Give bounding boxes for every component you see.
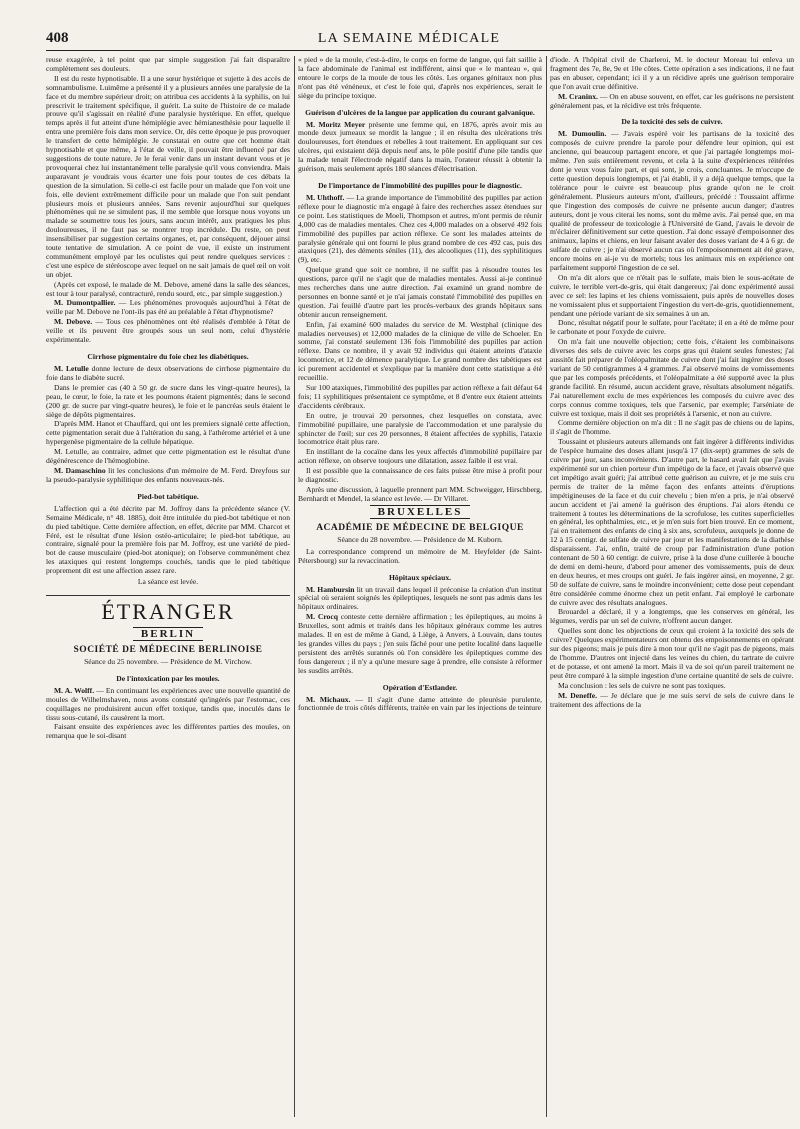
section-heading: De l'intoxication par les moules. — [116, 673, 220, 683]
paragraph: Comme dernière objection on m'a dit : Il ne s'agit pas de chiens ou de lapins, il s'agit de l'homme. — [550, 418, 794, 437]
speaker-name: M. Dumontpallier. — [54, 298, 116, 308]
paragraph — [46, 299, 290, 317]
paragraph: M. Letulle, au contraire, admet que cette pigmentation est le résultat d'une dégénérescence de l'hémoglobine. — [46, 447, 290, 466]
city-heading — [46, 628, 290, 641]
section-heading: Pied-bot tabétique. — [137, 491, 199, 501]
paragraph: Il est possible que la connaissance de ces faits puisse être mise à profit pour le diagnostic. — [298, 466, 542, 485]
paragraph: La correspondance comprend un mémoire de M. Heyfelder (de Saint-Pétersbourg) sur la revaccination. — [298, 546, 542, 565]
city-name: BRUXELLES — [370, 505, 471, 519]
section-heading: Opération d'Estlander. — [382, 682, 458, 692]
speech-text: conteste cette dernière affirmation ; les épileptiques, au moins à Bruxelles, sont admis et traités dans les hôpitaux généraux comme les autres malades. Il en est de même à Gand, à Liège, à Anvers, à Louvain, dans toutes les grandes villes du pays ; j'en suis fâché pour une petite localité dans laquelle persistent des arrêtés surannés où l'on considère les épileptiques comme des fous dangereux ; il n'y a qu'une mesure sage à prendre, elle consiste à réformer les susdits arrêtés. — [298, 612, 543, 675]
paragraph — [46, 467, 290, 485]
paragraph: Toussaint et plusieurs auteurs allemands ont fait ingérer à différents individus de l'espèce humaine des doses allant jusqu'à 17 (dix-sept) grammes de sels de cuivre par jour, sans inconvénients. D'autre part, le hasard avait fait que j'avais expérimenté sur un chien porteur d'un impétigo de la face, et j'avais observé que cet impétigo avait guéri; j'ai attribué cette guérison au cuivre, et je me suis cru permis de traiter de la même façon des enfants atteints d'éruptions impétigineuses de la face et du cuir chevelu ; bien m'en a pris, je n'ai observé aucun accident et j'ai amené la guérison des éruptions. J'ai alors étendu ce traitement à toutes les déterminations de la scrofulose, les cutites superficielles en général, les ophthalmies, etc., et je m'en suis fort bien trouvé. En ce moment, j'ai en traitement des enfants de cinq à six ans, scrofuleux, auxquels je donne de 12 à 15 centigr. de sulfate de cuivre par jour et les manifestations de la diathèse disparaissent. J'ai, enfin, traité de croup par l'administration d'une potion contenant de 50 à 60 centigr. de cuivre, prise à la dose d'une cuillerée à bouche de demi en demi-heure, d'abord pour amener des vomissements, puis de deux en deux heures, et mes croups ont guéri. Je fais ingérer ainsi, en moyenne, 2 gr. 50 de sulfate de cuivre, sans le moindre inconvénient; cette dose peut cependant être considérée comme énorme chez un petit enfant. J'ai employé le carbonate de cuivre avec des résultats analogues. — [550, 437, 794, 607]
paragraph: Après une discussion, à laquelle prennent part MM. Schweigger, Hirschberg, Bernhardt et Mendel, la séance est levée. — Dr Villaret. — [298, 484, 542, 503]
journal-title: LA SEMAINE MÉDICALE — [317, 31, 501, 46]
section-heading: Guérison d'ulcères de la langue par application du courant galvanique. — [305, 107, 535, 117]
speaker-name: M. Hambursin — [306, 584, 355, 594]
paragraph — [46, 687, 290, 723]
speech-text: lit les conclusions d'un mémoire de M. Ferd. Dreyfous sur la pseudo-paralysie syphilitique des enfants nouveaux-nés. — [46, 465, 291, 484]
column-2 — [298, 56, 547, 1117]
speaker-name: M. Dumoulin. — [558, 129, 607, 139]
paragraph: On m'a fait une nouvelle objection; cette fois, c'étaient les combinaisons diverses des sels de cuivre avec les corps gras qui étaient seules funestes; j'ai aussitôt fait préparer de l'oléopalmitate de cuivre dont j'ai fait ingérer des doses variant de 50 centigrammes à 4 grammes. J'ai observé moins de vomissements que par les composés précédents, et l'oléopalmitate a été supporté avec la plus grande facilité. En résumé, aucun accident grave, résultats absolument négatifs. J'ai naturellement exclu de mes expériences les composés du cuivre avec des corps connus comme toxiques, tels que l'arsenic, par exemple; l'arséniate de cuivre est toxique, mais il doit ses propriétés à l'arsenic, et non au cuivre. — [550, 337, 794, 418]
speech-text: — La grande importance de l'immobilité des pupilles par action réflexe pour le diagnostic m'a engagé à faire des recherches assez étendues sur ce point. Les statistiques de Moeli, Thompson et autres, m'ont permis de réunir 4,000 cas de maladies mentales. Chez ces 4,000 malades on a observé 492 fois l'immobilité des pupilles par action réflexe. Ce sont les malades atteints de paralysie générale qui ont fourni le plus grand nombre de ces 492 cas, puis des ataxiques (21), des déments séniles (11), des alcooliques (11), des syphilitiques (9), etc. — [298, 192, 543, 265]
paragraph — [298, 696, 542, 714]
section-heading: Hôpitaux spéciaux. — [388, 572, 452, 582]
paragraph: Donc, résultat négatif pour le sulfate, pour l'acétate; il en a été de même pour le carbonate et pour l'oxyde de cuivre. — [550, 318, 794, 337]
paragraph: On m'a dit alors que ce n'était pas le sulfate, mais bien le sous-acétate de cuivre, le terrible vert-de-gris, qui était dangereux; j'ai donc expérimenté aussi avec ce sel: les lapins et les chiens vomissaient, puis après de nouvelles doses ne vomissaient plus et supportaient l'ingestion du vert-de-gris, quotidiennement, pendant une période variant de six semaines à un an. — [550, 272, 794, 318]
paragraph: Sur 100 ataxiques, l'immobilité des pupilles par action réflexe a fait défaut 64 fois; 11 syphilitiques présentaient ce symptôme, et 8 d'entre eux étaient atteints d'accidents cérébraux. — [298, 383, 542, 410]
speaker-name: M. Crocq — [306, 612, 338, 622]
paragraph: Brouardel a déclaré, il y a longtemps, que les conserves en général, les légumes, verdis par un sel de cuivre, n'offrent aucun danger. — [550, 607, 794, 626]
speech-text: — On en abuse souvent, en effet, car les guérisons ne persistent généralement pas, et la récidive est très fréquente. — [550, 91, 794, 110]
paragraph — [550, 692, 794, 710]
session-line: Séance du 25 novembre. — Présidence de M. Virchow. — [84, 656, 252, 666]
paragraph: Il est du reste hypnotisable. Il a une sœur hystérique et sujette à des accès de somnambulisme. Luimême a présenté il y a plusieurs années une paralysie de la face et du membre supérieur droit; on attribua ces accidents à la syphilis, on lui prescrivit le traitement spécifique, il guérit. La suite de l'histoire de ce malade prouve qu'il s'agissait en réalité d'une paralysie hystérique. En effet, quelque temps après il fut atteint d'une hémiplégie avec hémianesthésie pour laquelle il entra une première fois dans mon service. Or, dès cette époque je pus provoquer le transfert de cette hémiplégie. Je constatai en outre que cet homme était hypnotisable et que même, à l'état de veille, il pouvait être influencé par des suggestions de toute nature. Je le ferai venir dans un instant devant vous et je provoquerai chez lui instantanément telle paralysie qu'il vous conviendra. Mais auparavant je voudrais vous écarter une fois pour toutes de ces débats la question de la simulation. Si celle-ci est facile pour un malade que l'on voit une fois, elle devient extrêmement difficile pour un malade que l'on suit pendant plusieurs mois et plusieurs années. Sans revenir aujourd'hui sur quelques phénomènes qui ne se simulent pas, il me semble que lorsque nous voyons un malade se soumettre tous les jours, sans aucun intérêt, aux pratiques les plus douloureuses, il ne faut pas se montrer trop incrédule. Du reste, on peut insensibiliser par suggestion certains organes, et, par conséquent, déjouer ainsi toute tentative de simulation. A ce point de vue, il existe un instrument communément employé par les oculistes qui peut rendre quelques services : c'est une espèce de stéréoscope avec lequel on ne sait jamais de quel œil on voit un objet. — [46, 73, 290, 279]
paragraph: reuse exagérée, à tel point que par simple suggestion j'ai fait disparaître complètement ses douleurs. — [46, 56, 290, 73]
speaker-name: M. Michaux. — [306, 694, 351, 704]
speaker-name: M. Debove. — [54, 317, 93, 327]
paragraph: Enfin, j'ai examiné 600 malades du service de M. Westphal (clinique des maladies nerveuses) et 12,000 malades de la clinique de ville de Schoeler. En somme, j'ai constaté seulement 136 fois l'immobilité des pupilles par action réflexe. Dans ce nombre, il y avait 92 individus qui étaient atteints d'ataxie locomotrice, et 12 de démence paralytique. Le grand nombre des tabétiques est ici purement accidentel et s'explique par la manière dont cette statistique a été recueillie. — [298, 319, 542, 383]
speaker-name: M. Moritz Meyer — [306, 119, 366, 129]
paragraph: Quelque grand que soit ce nombre, il ne suffit pas à résoudre toutes les questions, parce qu'il ne s'agit que de maladies mentales. Aussi ai-je continué mes recherches dans une autre direction. J'ai examiné un grand nombre de personnes en bonne santé et je n'ai jamais constaté l'immobilité des pupilles en question. J'ai feuillé d'autre part les procès-verbaux des grands hôpitaux sans obtenir aucun renseignement. — [298, 265, 542, 319]
speech-text: lit un travail dans lequel il préconise la création d'un institut spécial où seraient soignés les épileptiques, lesquels ne sont pas admis dans les hôpitaux ordinaires. — [298, 584, 542, 612]
paragraph — [298, 194, 542, 265]
speaker-name: M. Craninx. — [558, 91, 598, 101]
paragraph: L'affection qui a été décrite par M. Joffroy dans la précédente séance (V. Semaine Médicale, n° 48. 1885), doit être intitulée du pied-bot tabétique et non du pied tabétique. Cette dernière affection, en effet, décrite par MM. Charcot et Féré, est le résultat d'une lésion ostéo-articulaire; le pied-bot tabétique, au contraire, signalé pour la première fois par M. Joffroy, est une variété de pied-bot de cause musculaire (pied-bot atonique); on l'observe communément chez les ataxiques qui restent longtemps couchés, tandis que le pied tabétique proprement dit est une affection assez rare. — [46, 503, 290, 576]
speech-text: — En continuant les expériences avec une nouvelle quantité de moules de Wilhelmshaven, nous avons constaté qu'ingérés par l'estomac, ces coquillages ne produisirent aucun effet toxique, tandis que, inoculés dans le tissu sous-cutané, ils causèrent la mort. — [46, 685, 290, 722]
society-name: SOCIÉTÉ DE MÉDECINE BERLINOISE — [73, 644, 263, 655]
speaker-name: M. Letulle — [54, 364, 89, 373]
paragraph: En outre, je trouvai 20 personnes, chez lesquelles on constata, avec l'immobilité pupillaire, une paralysie de l'accommodation et une paralysie du sphincter de l'œil; sur ces 20 personnes, 8 étaient affectées de syphilis, l'ataxie locomotrice était plus rare. — [298, 410, 542, 447]
column-1 — [46, 56, 295, 1117]
speaker-name: M. Uhthoff. — [306, 192, 345, 202]
speech-text: — Je déclare que je me suis servi de sels de cuivre dans le traitement des affections de la — [550, 690, 794, 709]
paragraph: « pied » de la moule, c'est-à-dire, le corps en forme de langue, qui fait saillie à la face abdominale de l'animal est indifférent, ainsi que « le manteau », qui entoure le corps de la moule de tous les côtés. Les organes génitaux non plus n'ont pas été vénéneux, et c'est le foie qui, d'après nos expériences, serait le siège du principe toxique. — [298, 56, 542, 100]
section-heading: De la toxicité des sels de cuivre. — [621, 117, 723, 127]
paragraph — [298, 121, 542, 174]
section-heading: Cirrhose pigmentaire du foie chez les diabétiques. — [87, 352, 249, 361]
paragraph — [46, 318, 290, 345]
session-line: Séance du 28 novembre. — Présidence de M. Kuborn. — [337, 534, 503, 544]
running-header — [46, 30, 772, 51]
paragraph: D'après MM. Hanot et Chauffard, qui ont les premiers signalé cette affection, cette pigmentation serait due à l'altération du sang, à l'athérome artériel et à une hypergenèse pigmentaire de la cellule hépatique. — [46, 419, 290, 447]
column-3 — [550, 56, 794, 1117]
speaker-name: M. Damaschino — [54, 465, 106, 475]
speech-text: — Il s'agit d'une dame atteinte de pleurésie purulente, fonctionnée de trois côtés différents, traitée en vain par les injections de teinture — [298, 694, 542, 713]
paragraph: d'iode. A l'hôpital civil de Charleroi, M. le docteur Moreau lui enleva un fragment des 7e, 8e, 9e et 10e côtes. Cette opération a ses indications, il ne faut pas en abuser, cependant; ici il y a un récidive après une guérison temporaire que l'on avait crue définitive. — [550, 56, 794, 91]
paragraph — [550, 93, 794, 111]
paragraph: Quelles sont donc les objections de ceux qui croient à la toxicité des sels de cuivre? Quelques expérimentateurs ont obtenu des empoisonnements en opérant sur des pigeons; mais je puis dire à mon tour qu'il ne s'agit pas de pigeons, mais de l'homme. D'autres ont injecté dans les veines du chien, du tartrate de cuivre et de potasse, et ont amené la mort. Mais il va de soi qu'un pareil traitement ne peut être comparé à la simple ingestion d'une certaine quantité de sels de cuivre. — [550, 626, 794, 680]
paragraph — [298, 586, 542, 613]
paragraph — [46, 365, 290, 383]
speech-text: — Les phénomènes provoqués aujourd'hui à l'état de veille par M. Debove ne l'ont-ils pas été au préalable à l'état d'hypnotisme? — [46, 298, 290, 317]
section-heading: De l'importance de l'immobilité des pupilles pour le diagnostic. — [318, 180, 522, 190]
paragraph: Dans le premier cas (40 à 50 gr. de sucre dans les vingt-quatre heures), la peau, le cœur, le foie, la rate et les poumons étaient pigmentés; dans le second (200 gr. de sucre par vingt-quatre heures), le foie et le pancréas seuls étaient le siège de dépôts pigmentaires. — [46, 382, 290, 419]
academy-name: ACADÉMIE DE MÉDECINE DE BELGIQUE — [316, 522, 524, 533]
paragraph: En instillant de la cocaïne dans les yeux affectés d'immobilité pupillaire par action réflexe, on observe toujours une dilatation, assez faible il est vrai. — [298, 447, 542, 466]
speech-text: donne lecture de deux observations de cirrhose pigmentaire du foie dans le diabète sucré. — [46, 364, 290, 382]
paragraph — [298, 613, 542, 675]
paragraph: (Après cet exposé, le malade de M. Debove, amené dans la salle des séances, est tour à tour paralysé, contracturé, rendu sourd, etc., par simple suggestion.) — [46, 279, 290, 298]
paragraph: Faisant ensuite des expériences avec les différentes parties des moules, on remarqua que le soi-disant — [46, 722, 290, 741]
section-title-etranger: ÉTRANGER — [101, 598, 235, 624]
paragraph — [550, 130, 794, 273]
speech-text: — J'avais espéré voir les partisans de la toxicité des composés de cuivre prendre la parole pour défendre leur opinion, qui est ancienne, qui beaucoup partagent encore, et que j'ai partagée longtemps moi-même. J'en suis entièrement revenu, et cela à la suite d'expériences réitérées dont je veux vous faire part, et qui sont, je crois, concluantes. Je m'occupe de cette question depuis longtemps, et j'ai établi, il y a déjà quelque temps, que la tolérance pour le cuivre est beaucoup plus grande qu'on ne le croit généralement. Plusieurs auteurs m'ont, d'ailleurs, précédé : Toussaint affirme que l'ingestion des composés de cuivre ne présente aucun danger; d'autres auteurs, dont je vous citerai les noms, sont du même avis. J'ai pensé que, en ma qualité de professeur de toxicologie à l'Université de Gand, j'avais le devoir de m'éclairer définitivement sur cette question. J'ai donc essayé d'empoisonner des animaux, lapins et chiens, en leur faisant avaler des doses variant de 4 à 6 gr. de sulfate de cuivre ; je n'ai observé aucun cas où l'empoisonnement ait été grave, encore moins en ai-je vu de mortels; tous les animaux mis en expérience ont parfaitement supporté l'ingestion de ce sel. — [550, 129, 794, 273]
city-heading — [298, 506, 542, 519]
session-end-note: La séance est levée. — [137, 577, 199, 587]
speaker-name: M. A. Wolff. — [54, 685, 95, 695]
city-name: BERLIN — [133, 627, 203, 641]
paragraph: Ma conclusion : les sels de cuivre ne sont pas toxiques. — [558, 680, 726, 690]
speech-text: présente une femme qui, en 1876, après avoir mis au monde deux jumeaux se mordit la langue ; il en résulta des ulcérations très douloureuses, fort étendues et rebelles à tout traitement. En appliquant sur ces ulcères, qui existaient déjà depuis neuf ans, le pôle positif d'une pile tandis que la malade tenait l'électrode négatif dans la main, l'orateur réussit à obtenir la guérison, mais seulement après 180 séances d'électrisation. — [298, 119, 542, 174]
page-number: 408 — [46, 30, 69, 46]
divider — [46, 595, 290, 596]
speech-text: — Tous ces phénomènes ont été réalisés d'emblée à l'état de veille et ils peuvent être groupés sous un seul nom, celui d'hystérie expérimentale. — [46, 317, 291, 345]
speaker-name: M. Deneffe. — [558, 690, 598, 700]
